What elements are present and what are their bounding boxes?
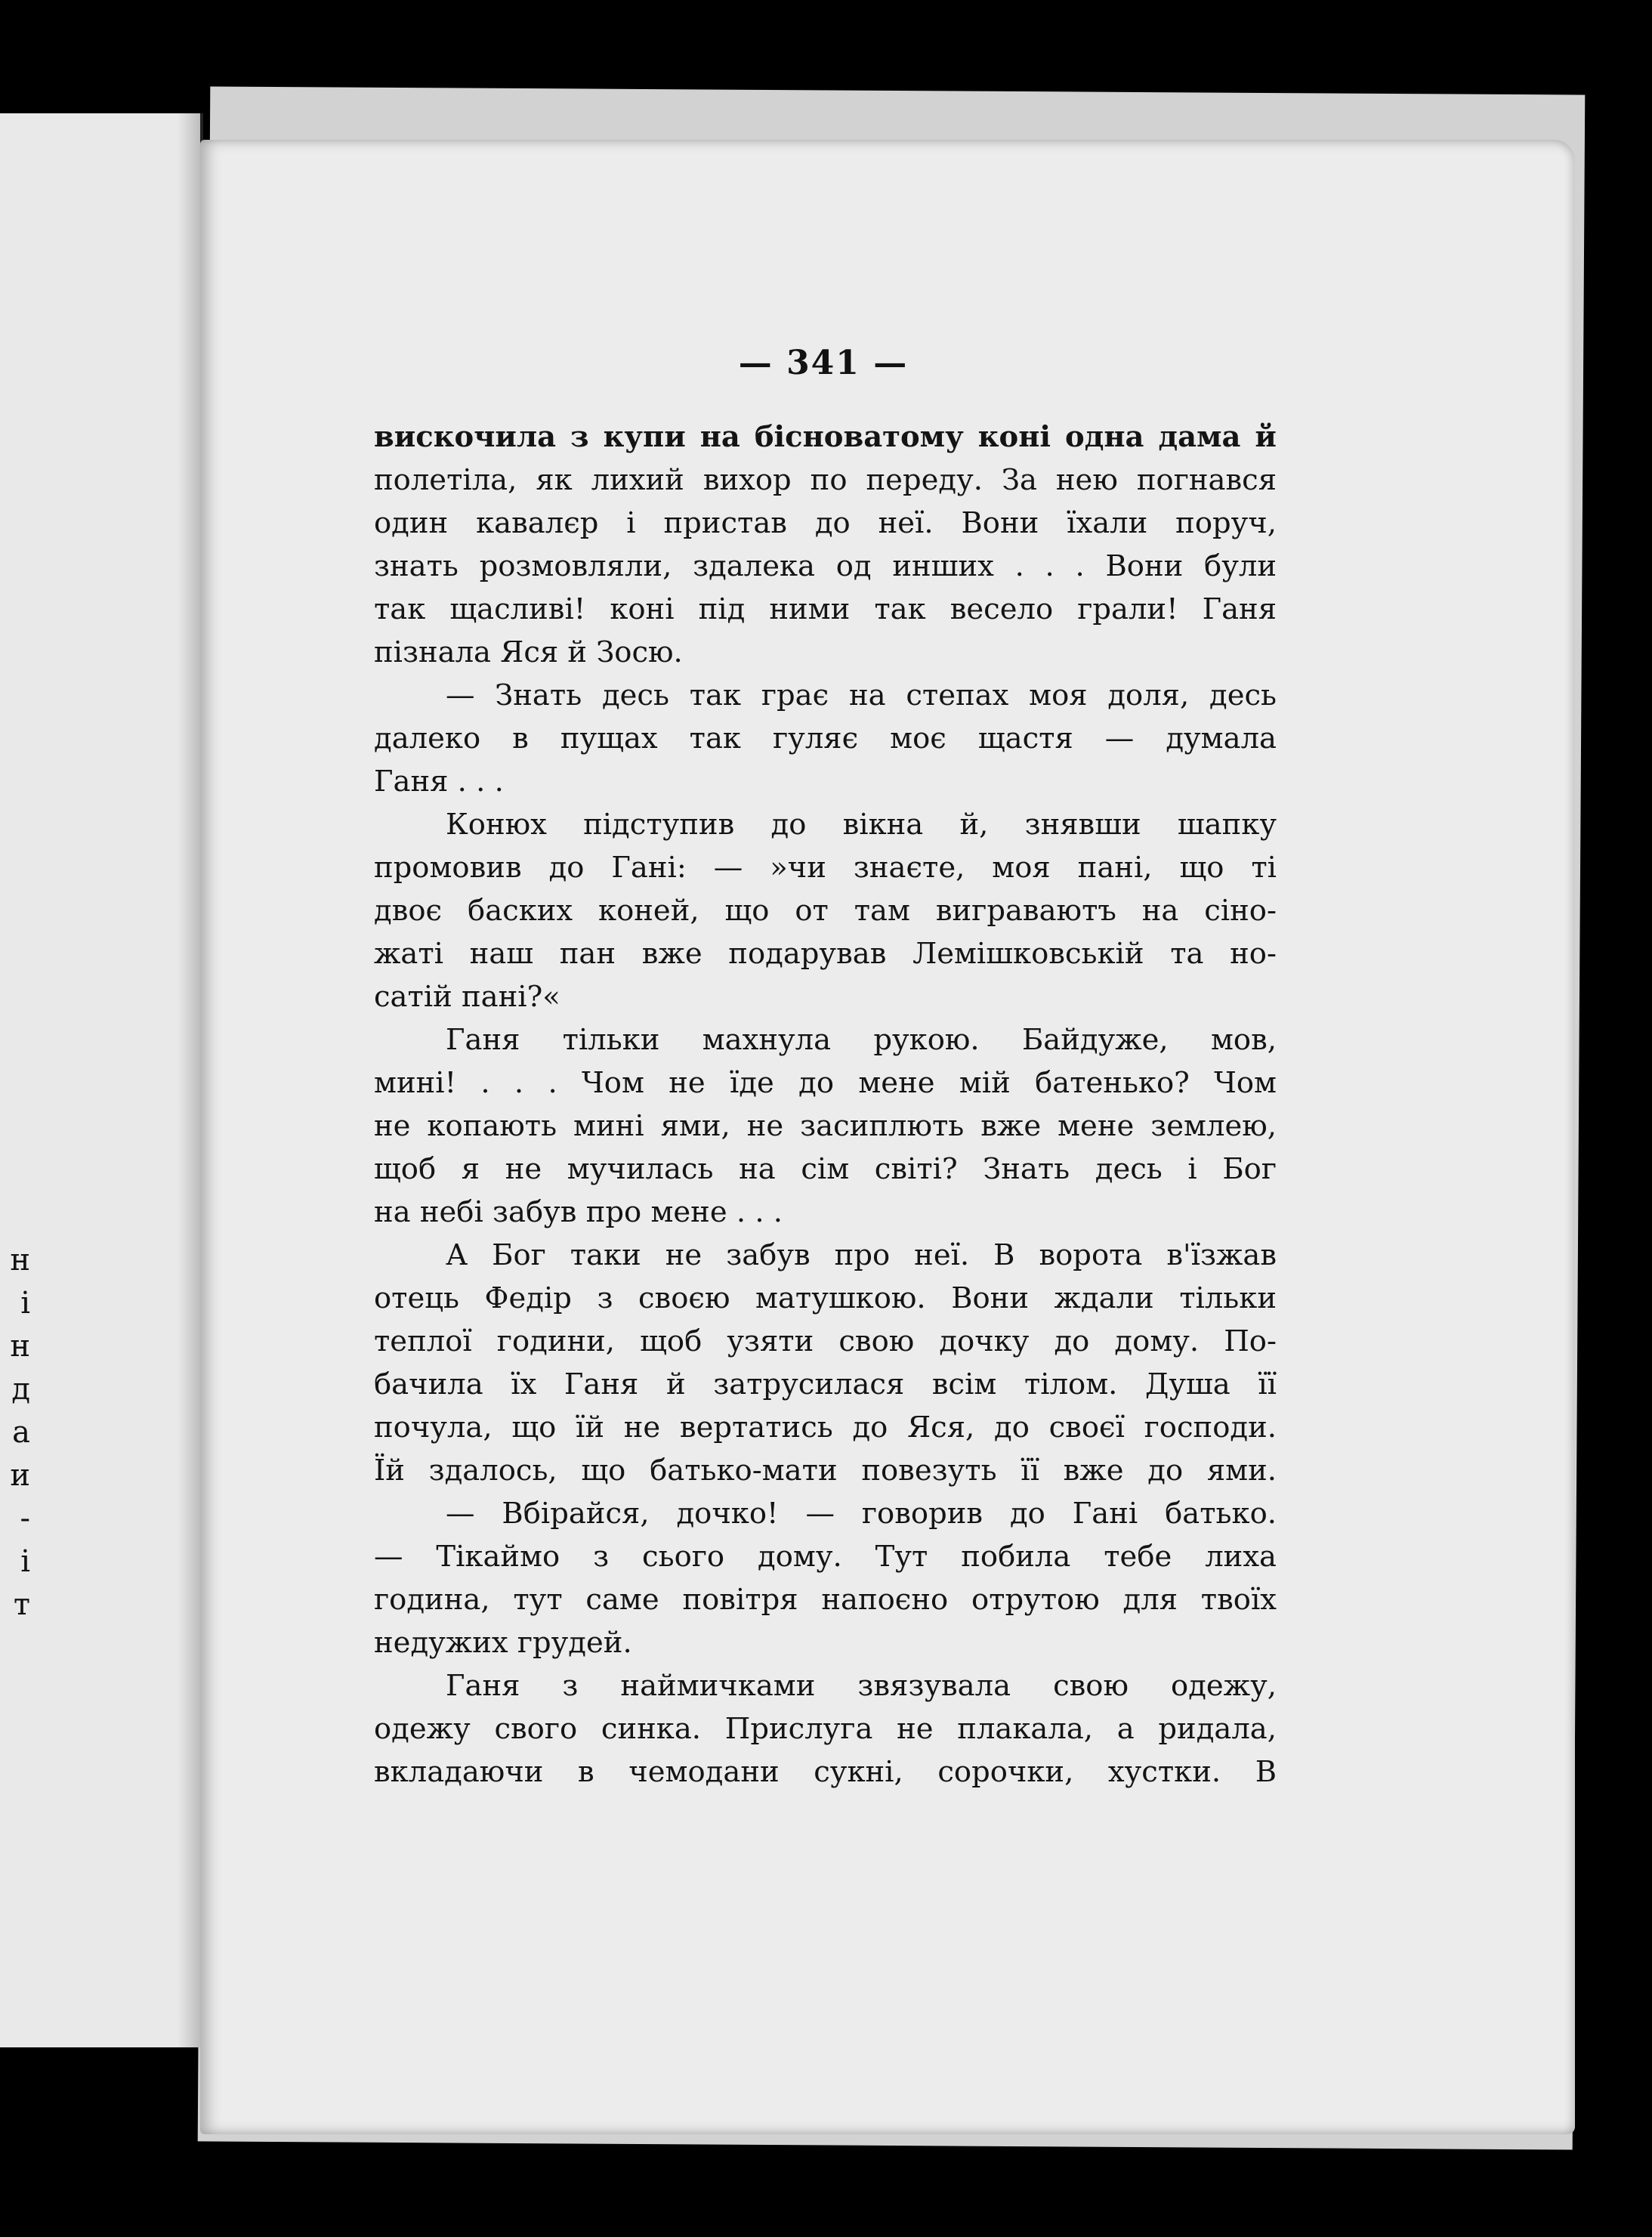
left-fragment: н: [10, 1243, 30, 1278]
text-line: недужих грудей.: [374, 1626, 632, 1660]
left-page-text-fragments: [0, 1239, 30, 1627]
text-line: вискочила з купи на бісноватому коні одна дама й: [374, 420, 1277, 454]
text-line: полетіла, як лихий вихор по переду. За нею погнався: [374, 463, 1277, 497]
left-fragment: і: [20, 1286, 30, 1321]
page-number: — 341 —: [738, 344, 909, 382]
text-line: знать розмовляли, здалека од инших . . . Вони були: [374, 549, 1277, 583]
text-line: пізнала Яся й Зосю.: [374, 635, 683, 669]
text-line: далеко в пущах так гуляє моє щастя — думала: [374, 721, 1277, 755]
left-fragment: -: [20, 1501, 30, 1536]
left-fragment: н: [10, 1329, 30, 1364]
left-fragment: д: [11, 1372, 30, 1407]
text-line: бачила їх Ганя й затрусилася всім тілом. Душа її: [374, 1367, 1277, 1401]
text-line: на небі забув про мене . . .: [374, 1195, 783, 1229]
text-line: Ганя . . .: [374, 765, 504, 799]
text-line: Ганя тільки махнула рукою. Байдуже, мов,: [446, 1023, 1277, 1057]
text-line: сатій пані?«: [374, 980, 560, 1014]
text-line: двоє баских коней, що от там виграваютъ на сіно-: [374, 894, 1277, 928]
left-fragment: а: [12, 1415, 30, 1450]
text-line: мині! . . . Чом не їде до мене мій батенько? Чом: [374, 1066, 1277, 1100]
text-line: так щасливі! коні під ними так весело грали! Ганя: [374, 592, 1277, 626]
text-line: вкладаючи в чемодани сукні, сорочки, хустки. В: [374, 1755, 1277, 1789]
text-line: один кавалєр і пристав до неї. Вони їхали поруч,: [374, 506, 1277, 540]
text-line: Ганя з наймичками звязувала свою одежу,: [446, 1669, 1277, 1703]
text-line: Конюх підступив до вікна й, знявши шапку: [446, 808, 1277, 842]
text-line: одежу свого синка. Прислуга не плакала, а ридала,: [374, 1712, 1277, 1746]
left-facing-page: [0, 113, 203, 2047]
text-line: отець Федір з своєю матушкою. Вони ждали тільки: [374, 1281, 1277, 1315]
text-line: А Бог таки не забув про неї. В ворота в'їзжав: [446, 1238, 1277, 1272]
left-fragment: т: [13, 1587, 30, 1622]
text-line: — Тікаймо з сього дому. Тут побила тебе лиха: [374, 1540, 1277, 1574]
page-body-text: [374, 416, 1277, 1794]
text-line: промовив до Гані: — »чи знаєте, моя пані, що ті: [374, 851, 1277, 885]
text-line: теплої години, щоб узяти свою дочку до дому. По-: [374, 1324, 1277, 1358]
text-line: година, тут саме повітря напоєно отрутою для твоїх: [374, 1583, 1277, 1617]
text-line: жаті наш пан вже подарував Лемішковській та но-: [374, 937, 1277, 971]
text-line: не копають мині ями, не засиплють вже мене землею,: [374, 1109, 1277, 1143]
text-line: почула, що їй не вертатись до Яся, до своєї господи.: [374, 1410, 1277, 1444]
text-line: — Знать десь так грає на степах моя доля, десь: [446, 678, 1277, 712]
text-line: Їй здалось, що батько-мати повезуть її вже до ями.: [374, 1454, 1277, 1488]
text-line: — Вбірайся, дочко! — говорив до Гані батько.: [446, 1497, 1277, 1531]
page-gutter-shadow: [178, 113, 200, 2047]
left-fragment: и: [10, 1458, 30, 1493]
text-line: щоб я не мучилась на сім світі? Знать десь і Бог: [374, 1152, 1277, 1186]
left-fragment: і: [20, 1544, 30, 1579]
